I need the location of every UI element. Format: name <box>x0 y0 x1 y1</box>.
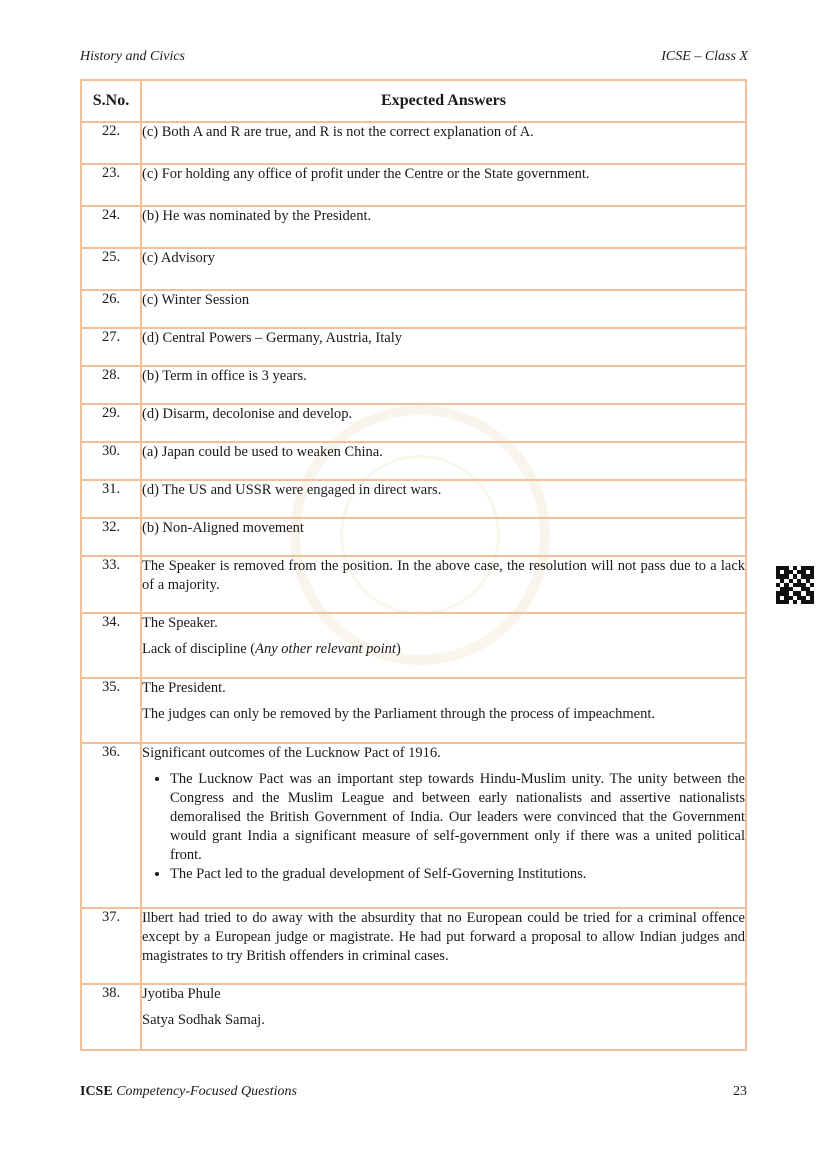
answer-text: (c) Advisory <box>142 250 215 266</box>
row-answer <box>141 404 746 442</box>
row-answer <box>141 743 746 908</box>
col-header-sno: S.No. <box>81 80 141 122</box>
table-row <box>81 984 746 1050</box>
row-answer <box>141 518 746 556</box>
row-number: 25. <box>81 248 141 290</box>
row-answer <box>141 328 746 366</box>
table-row <box>81 404 746 442</box>
answer-text-italic: Any other relevant point <box>255 641 396 657</box>
row-answer <box>141 122 746 164</box>
row-number: 34. <box>81 613 141 678</box>
col-header-answers: Expected Answers <box>141 80 746 122</box>
row-number: 23. <box>81 164 141 206</box>
row-number: 35. <box>81 678 141 743</box>
row-answer <box>141 164 746 206</box>
answer-text: (c) Winter Session <box>142 292 250 308</box>
row-answer <box>141 206 746 248</box>
footer-brand: ICSE <box>80 1084 113 1099</box>
row-answer <box>141 290 746 328</box>
answer-text: The Speaker. <box>142 615 218 631</box>
answer-text: (b) He was nominated by the President. <box>142 208 372 224</box>
row-number: 29. <box>81 404 141 442</box>
answer-text: Satya Sodhak Samaj. <box>142 1012 265 1028</box>
answer-text: Significant outcomes of the Lucknow Pact of 1916. <box>142 745 441 761</box>
answer-text: (b) Non-Aligned movement <box>142 520 304 536</box>
table-row <box>81 743 746 908</box>
row-number: 32. <box>81 518 141 556</box>
answer-text: The Speaker is removed from the position. In the above case, the resolution will not pass due to a lack of a majority. <box>142 558 745 593</box>
table-row <box>81 206 746 248</box>
bullet-list <box>142 770 745 884</box>
table-row <box>81 518 746 556</box>
answer-text: (c) Both A and R are true, and R is not the correct explanation of A. <box>142 124 534 140</box>
table-row <box>81 290 746 328</box>
table-row <box>81 442 746 480</box>
answer-text <box>142 640 745 659</box>
answer-text: The President. <box>142 680 226 696</box>
bullet-item: • The Lucknow Pact was an important step towards Hindu-Muslim unity. The unity between the Congress and the Muslim League and between early nationalists and assertive nationalists demoralised the British Government of India. Our leaders were convinced that the Government would grant India a significant measure of self-government only if there was a united political front. <box>170 770 745 865</box>
table-row <box>81 248 746 290</box>
row-number: 24. <box>81 206 141 248</box>
row-answer <box>141 908 746 984</box>
table-row <box>81 366 746 404</box>
footer-subtitle: Competency-Focused Questions <box>116 1084 297 1099</box>
answer-text-lead: Lack of discipline ( <box>142 641 256 657</box>
answer-text: (d) Central Powers – Germany, Austria, Italy <box>142 330 402 346</box>
row-answer <box>141 248 746 290</box>
row-number: 31. <box>81 480 141 518</box>
answers-table <box>80 79 747 1051</box>
table-header-row <box>81 80 746 122</box>
answer-text: (b) Term in office is 3 years. <box>142 368 307 384</box>
bullet-item: • The Pact led to the gradual development of Self-Governing Institutions. <box>170 865 745 884</box>
row-number: 38. <box>81 984 141 1050</box>
table-row <box>81 480 746 518</box>
table-row <box>81 678 746 743</box>
row-number: 37. <box>81 908 141 984</box>
table-row <box>81 613 746 678</box>
header-class: ICSE – Class X <box>661 49 748 64</box>
row-answer <box>141 613 746 678</box>
row-number: 22. <box>81 122 141 164</box>
answer-text: (d) The US and USSR were engaged in direct wars. <box>142 482 442 498</box>
row-number: 33. <box>81 556 141 613</box>
answer-text-tail: ) <box>395 641 401 657</box>
table-row <box>81 908 746 984</box>
row-answer <box>141 678 746 743</box>
row-number: 28. <box>81 366 141 404</box>
footer-title <box>80 1084 297 1100</box>
row-answer <box>141 366 746 404</box>
page-number: 23 <box>733 1084 747 1099</box>
answer-text: (a) Japan could be used to weaken China. <box>142 444 383 460</box>
answer-text: The judges can only be removed by the Parliament through the process of impeachment. <box>142 706 655 722</box>
answer-text: (d) Disarm, decolonise and develop. <box>142 406 353 422</box>
row-number: 27. <box>81 328 141 366</box>
answer-text: Jyotiba Phule <box>142 986 221 1002</box>
table-row <box>81 122 746 164</box>
answer-text: (c) For holding any office of profit under the Centre or the State government. <box>142 166 590 182</box>
answer-text: Ilbert had tried to do away with the absurdity that no European could be tried for a criminal offence except by a European judge or magistrate. He had put forward a proposal to allow Indian judges and magistrates to try British offenders in criminal cases. <box>142 910 745 964</box>
row-number: 36. <box>81 743 141 908</box>
row-answer <box>141 442 746 480</box>
row-answer <box>141 480 746 518</box>
row-number: 30. <box>81 442 141 480</box>
table-row <box>81 556 746 613</box>
table-row <box>81 328 746 366</box>
row-answer <box>141 556 746 613</box>
row-number: 26. <box>81 290 141 328</box>
table-row <box>81 164 746 206</box>
header-subject: History and Civics <box>80 49 185 64</box>
row-answer <box>141 984 746 1050</box>
qr-code-icon[interactable] <box>776 566 814 604</box>
